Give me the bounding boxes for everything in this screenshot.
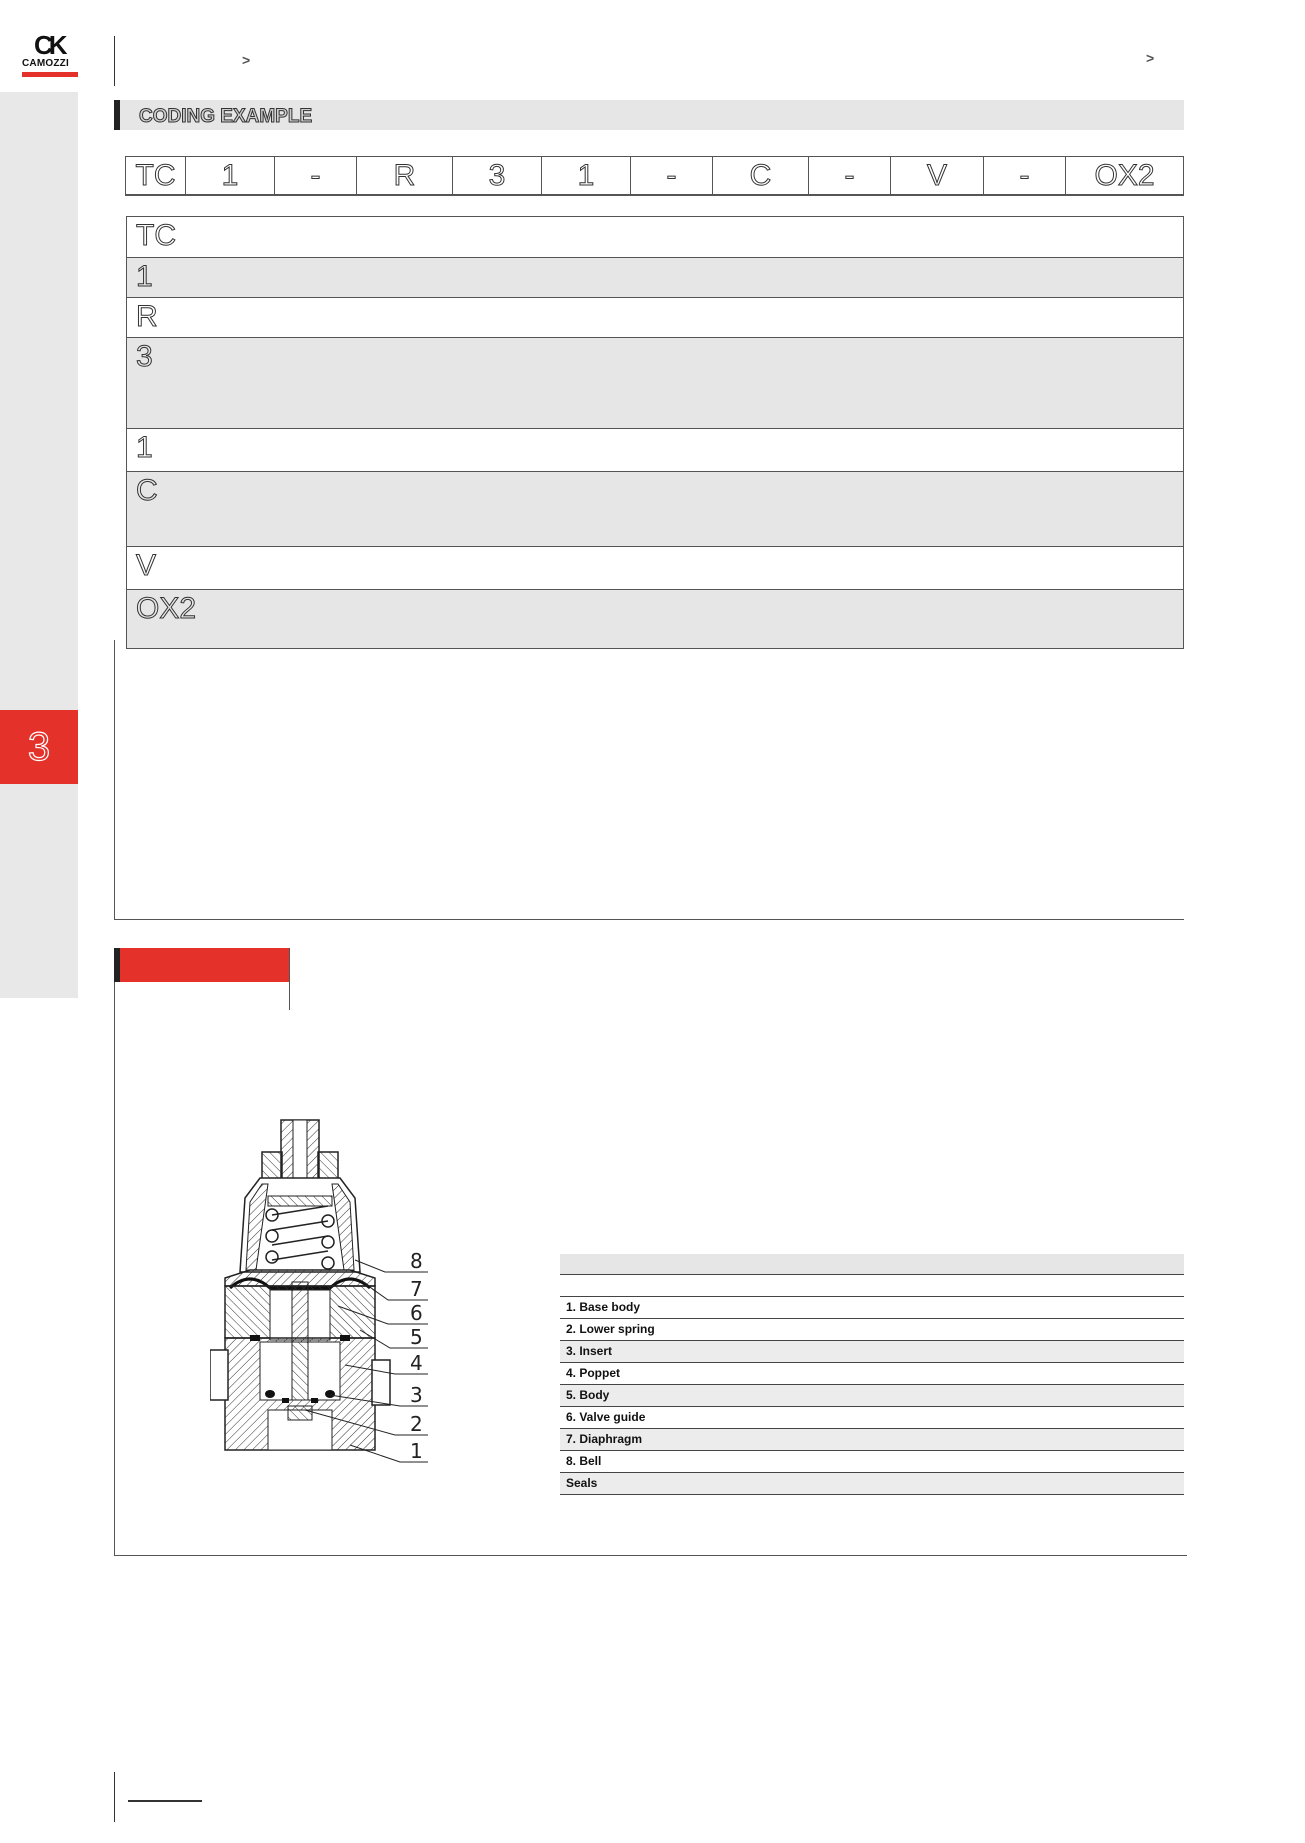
table-row [127,297,1183,337]
code-separator: - [274,157,356,194]
code-segment: R [356,157,452,194]
table-row: 5. Body [560,1385,1184,1407]
row-code: 1 [136,431,153,464]
code-separator: - [983,157,1065,194]
parts-materials-table [560,1254,1184,1495]
frame-line [289,948,290,1010]
table-header [560,1254,1184,1275]
logo-red-bar [22,72,78,77]
callout-number: 4 [410,1351,423,1375]
row-code: V [136,549,157,582]
table-row: 2. Lower spring [560,1319,1184,1341]
table-row [560,1275,1184,1297]
code-segment: 3 [452,157,541,194]
table-row: 8. Bell [560,1451,1184,1473]
coding-example-header [114,100,1184,130]
row-code: 1 [136,260,153,293]
section-title: CODING EXAMPLE [139,106,313,127]
left-sidebar-band [0,92,78,998]
callout-number: 2 [410,1412,423,1436]
coding-description-table [126,216,1184,649]
footer-divider [114,1772,115,1822]
table-row [127,471,1183,546]
header-divider [114,36,115,86]
valve-cross-section-drawing [210,1110,460,1490]
frame-line [114,640,115,920]
section-accent [114,948,120,982]
code-example-row [125,156,1184,196]
row-code: 3 [136,340,153,373]
row-code: C [136,474,158,507]
callout-number: 1 [410,1439,423,1463]
callout-number: 6 [410,1301,423,1325]
chapter-number-tab[interactable]: 3 [0,710,78,784]
table-row: 6. Valve guide [560,1407,1184,1429]
breadcrumb-arrow-left[interactable]: > [242,52,251,68]
section-accent [114,100,120,130]
frame-line [114,919,1184,920]
code-segment: 1 [541,157,630,194]
row-code: R [136,300,158,333]
code-separator: - [808,157,890,194]
callout-number: 7 [410,1277,423,1301]
materials-section-tab [114,948,290,982]
code-segment: C [712,157,808,194]
logo-mark: CK [34,30,64,60]
table-row: Seals [560,1473,1184,1495]
frame-line [114,982,115,1556]
callout-number: 8 [410,1249,423,1273]
breadcrumb-arrow-right[interactable]: > [1146,50,1155,66]
code-separator: - [630,157,712,194]
logo-text: CAMOZZI [22,58,69,69]
callout-number: 5 [410,1325,423,1349]
callout-number: 3 [410,1383,423,1407]
camozzi-logo [22,30,78,78]
code-segment: 1 [185,157,274,194]
table-row [127,257,1183,297]
table-row [127,337,1183,428]
frame-line [114,1555,1187,1556]
table-row: 4. Poppet [560,1363,1184,1385]
code-segment: TC [135,158,176,192]
table-row: 1. Base body [560,1297,1184,1319]
row-code: OX2 [136,592,197,625]
table-row [127,428,1183,471]
row-code: TC [136,219,176,252]
table-row [127,589,1183,648]
table-row [127,546,1183,589]
code-segment: V [890,157,983,194]
footer-line [128,1800,202,1802]
code-segment: OX2 [1065,157,1183,194]
table-row: 3. Insert [560,1341,1184,1363]
table-row [127,217,1183,257]
table-row: 7. Diaphragm [560,1429,1184,1451]
